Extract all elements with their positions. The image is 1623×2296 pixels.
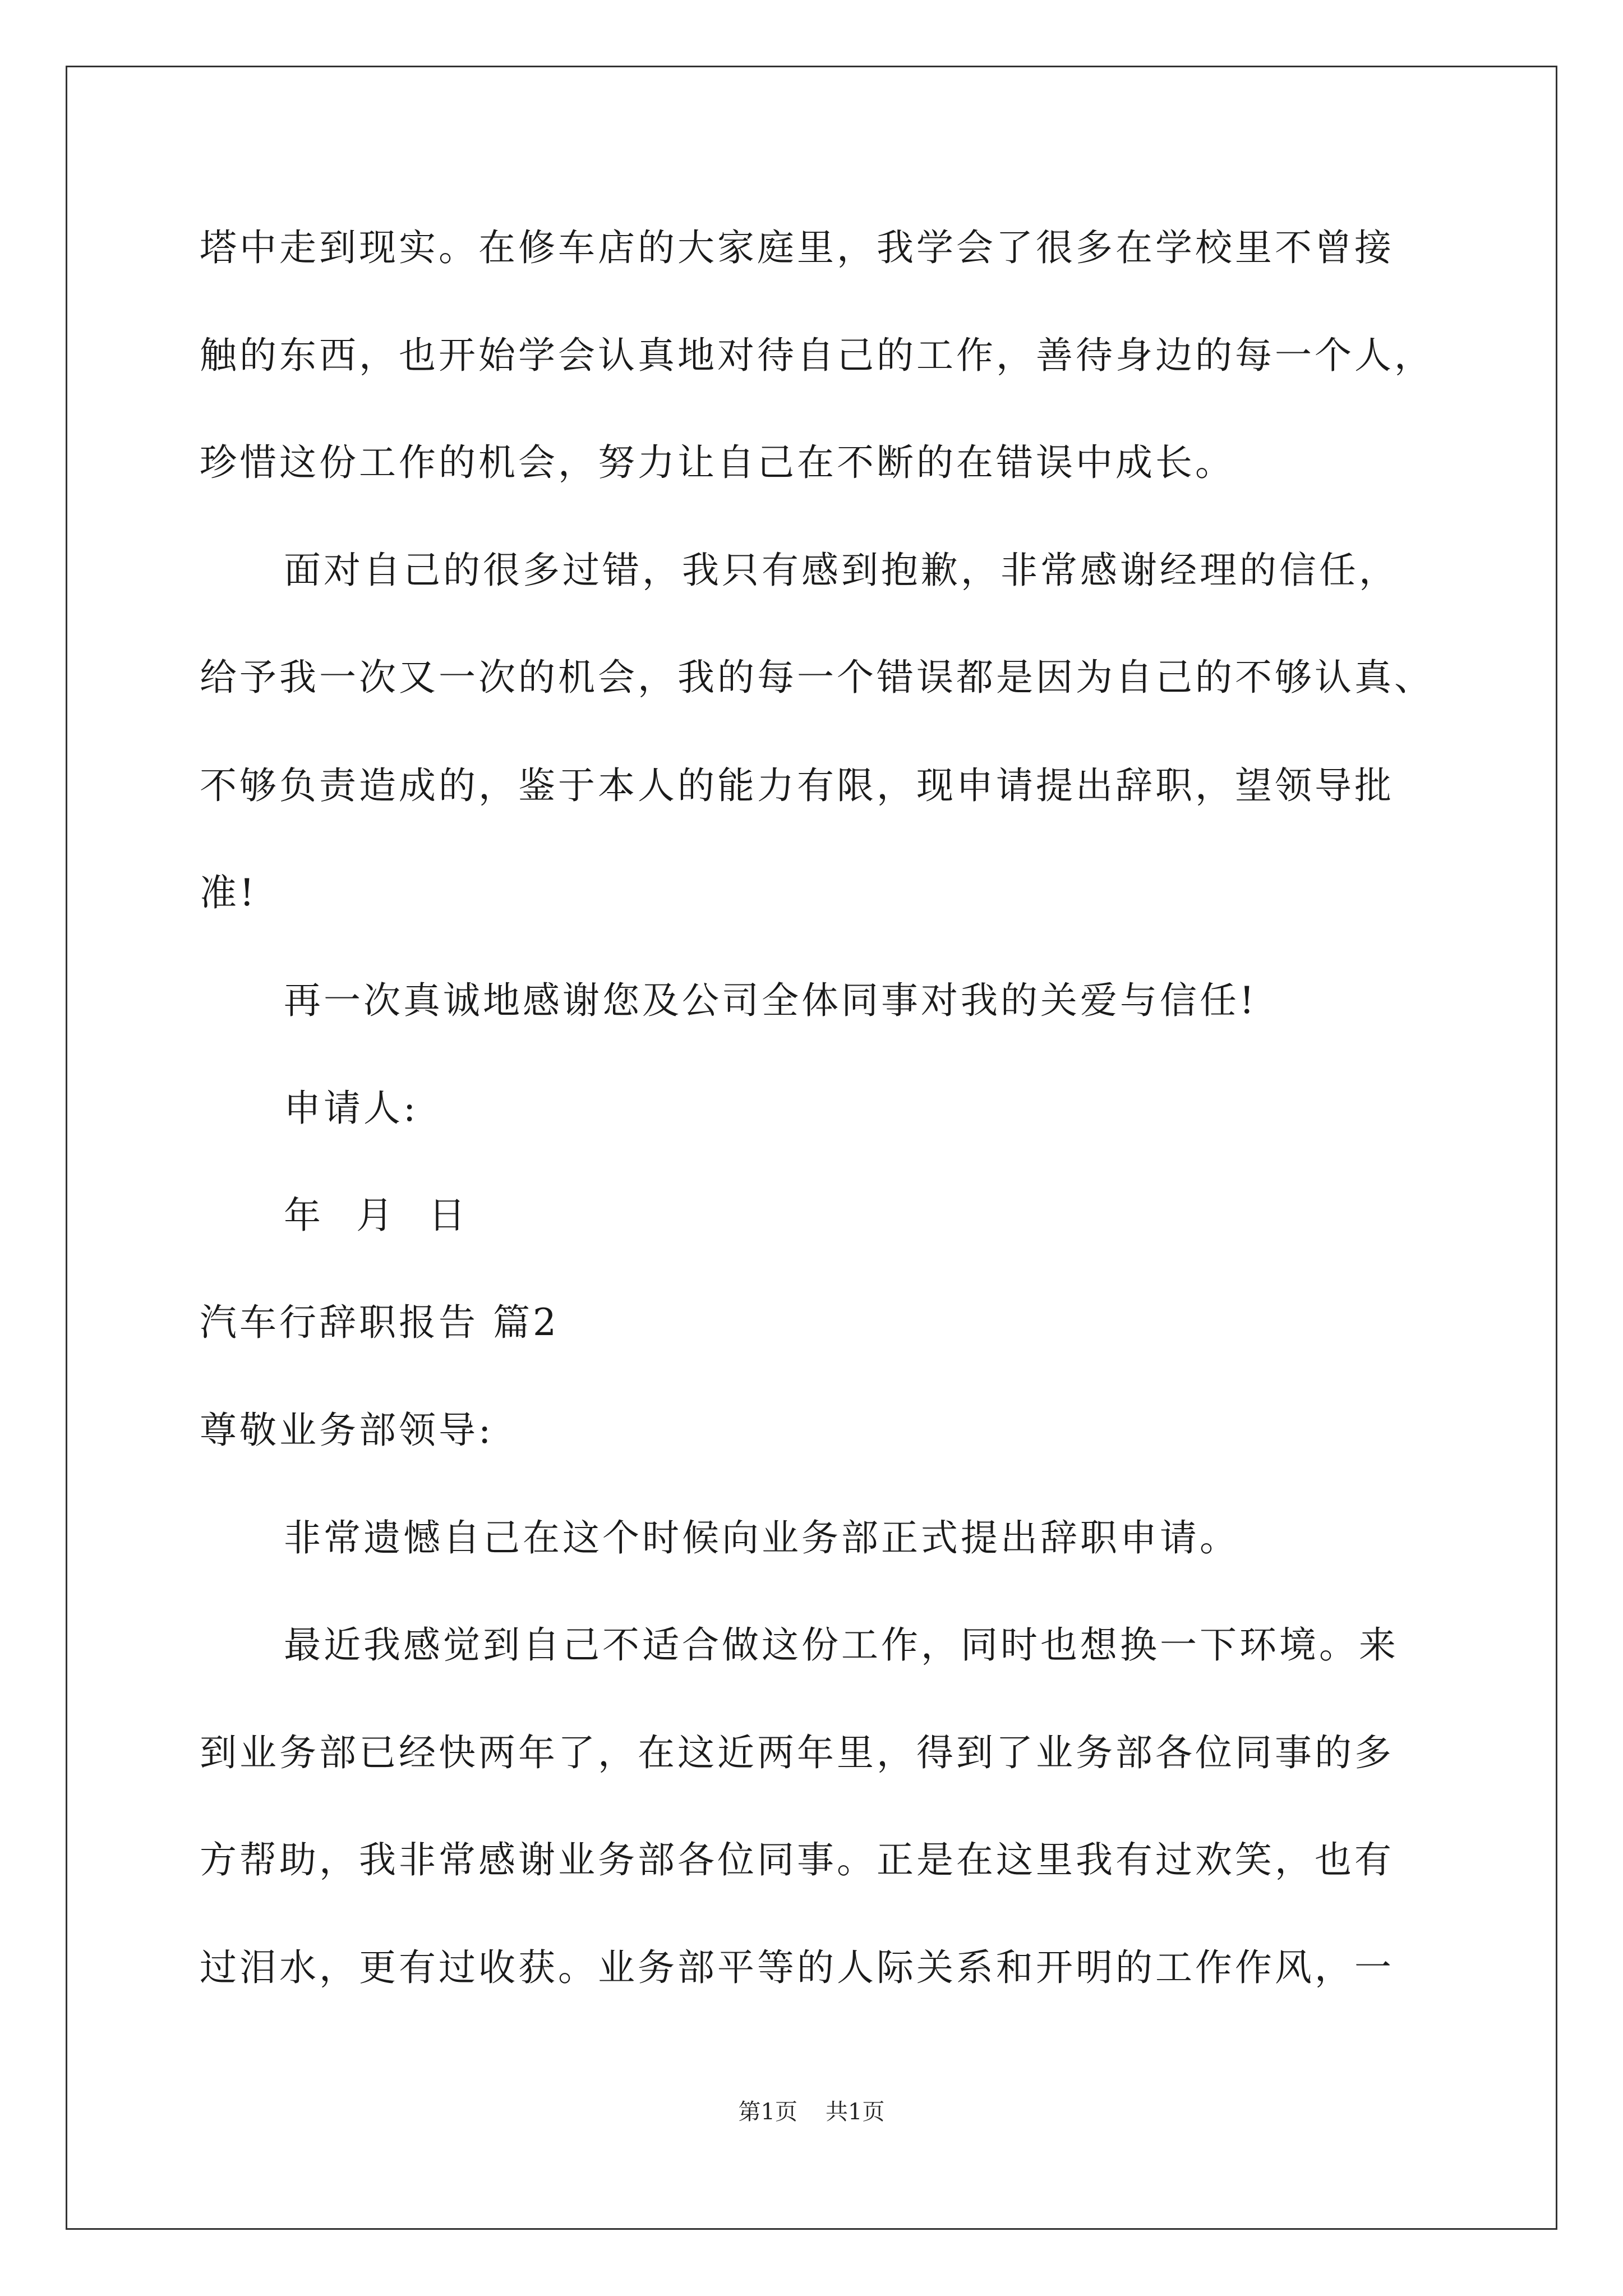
page-number: 第1页 [738,2099,797,2125]
text-line: 珍惜这份工作的机会，努力让自己在不断的在错误中成长。 [200,441,1235,484]
date-day: 日 [428,1194,468,1237]
applicant-label: 申请人: [284,1087,419,1130]
text-line: 非常遗憾自己在这个时候向业务部正式提出辞职申请。 [284,1516,1239,1559]
page-total: 共1页 [826,2099,885,2125]
text-line: 到业务部已经快两年了，在这近两年里，得到了业务部各位同事的多 [200,1731,1394,1774]
text-line: 方帮助，我非常感谢业务部各位同事。正是在这里我有过欢笑，也有 [200,1838,1394,1881]
text-line: 塔中走到现实。在修车店的大家庭里，我学会了很多在学校里不曾接 [200,226,1394,269]
date-month: 月 [356,1194,396,1237]
page-border [66,66,1557,2230]
text-line: 过泪水，更有过收获。业务部平等的人际关系和开明的工作作风，一 [200,1946,1394,1989]
section-title: 汽车行辞职报告 篇2 [200,1301,559,1344]
text-line: 再一次真诚地感谢您及公司全体同事对我的关爱与信任! [284,979,1257,1022]
text-line: 最近我感觉到自己不适合做这份工作，同时也想换一下环境。来 [284,1623,1399,1667]
date-year: 年 [284,1194,324,1237]
text-line: 给予我一次又一次的机会，我的每一个错误都是因为自己的不够认真、 [200,656,1434,699]
text-line: 面对自己的很多过错，我只有感到抱歉，非常感谢经理的信任， [284,549,1399,592]
salutation: 尊敬业务部领导: [200,1409,494,1452]
page-footer [0,2098,1623,2126]
date-line [284,1193,468,1238]
text-line: 触的东西，也开始学会认真地对待自己的工作，善待身边的每一个人， [200,334,1434,377]
text-line: 准! [200,871,257,914]
text-line: 不够负责造成的，鉴于本人的能力有限，现申请提出辞职，望领导批 [200,764,1394,807]
